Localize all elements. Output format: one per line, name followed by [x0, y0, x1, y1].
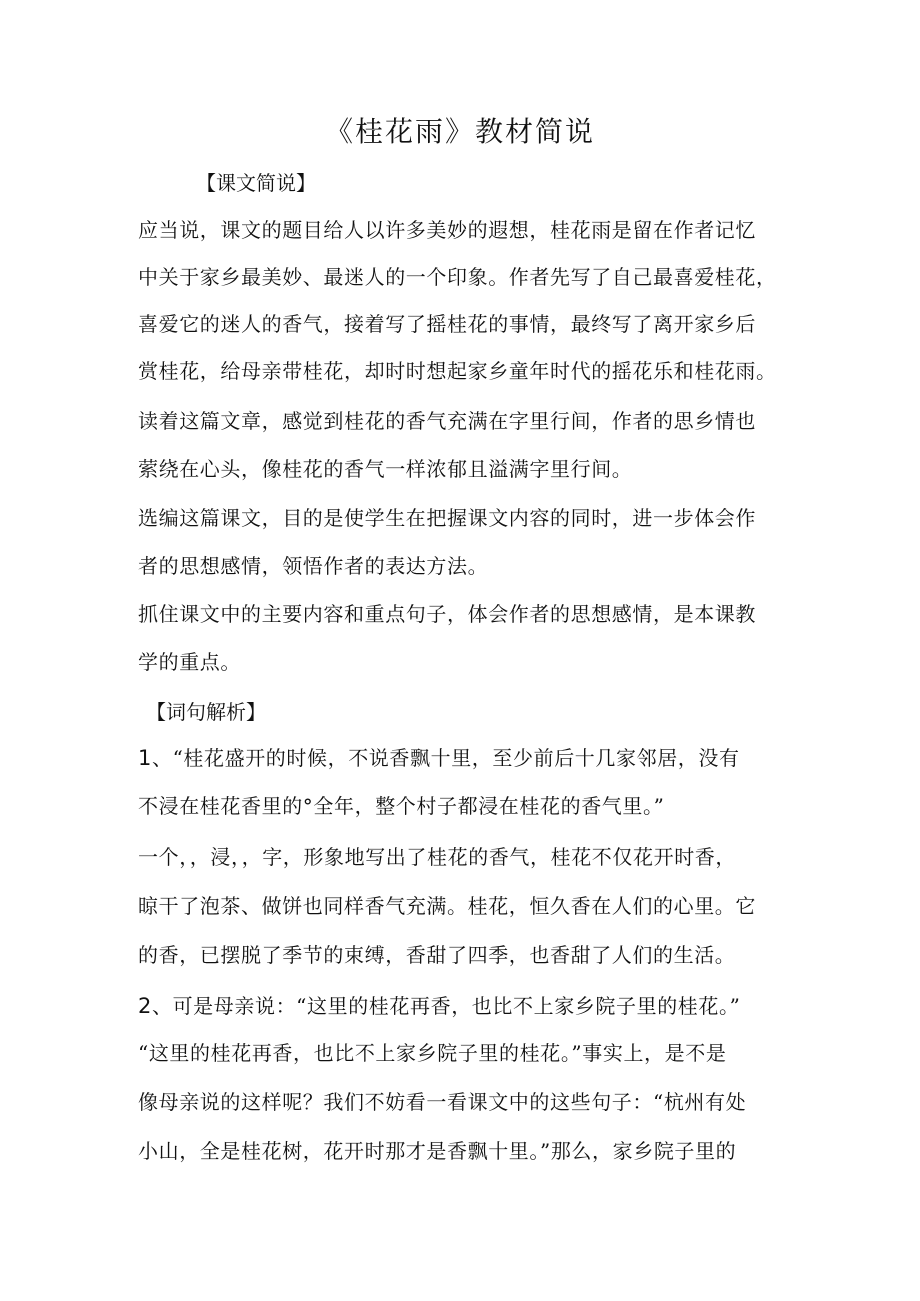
document-title: 《桂花雨》教材简说	[324, 115, 595, 148]
analysis-item-2-line: 像母亲说的这样呢？我们不妨看一看课文中的这些句子：“杭州有处	[138, 1090, 747, 1114]
summary-line: 选编这篇课文，目的是使学生在把握课文内容的同时，进一步体会作	[138, 506, 756, 530]
section-heading-word-analysis: 【词句解析】	[146, 700, 266, 724]
item-text: 、可是母亲说：“这里的桂花再香，也比不上家乡院子里的桂花。”	[151, 994, 741, 1018]
summary-line: 读着这篇文章，感觉到桂花的香气充满在字里行间，作者的思乡情也	[138, 409, 756, 433]
summary-line: 中关于家乡最美妙、最迷人的一个印象。作者先写了自己最喜爱桂花，	[138, 265, 777, 289]
analysis-item-2-line	[138, 991, 740, 1021]
analysis-item-1-line: 的香，已摆脱了季节的束缚，香甜了四季，也香甜了人们的生活。	[138, 943, 736, 967]
summary-line: 者的思想感情，领悟作者的表达方法。	[138, 554, 489, 578]
summary-line: 喜爱它的迷人的香气，接着写了摇桂花的事情，最终写了离开家乡后	[138, 312, 756, 336]
analysis-item-2-line: 小山，全是桂花树，花开时那才是香飘十里。”那么，家乡院子里的	[138, 1139, 737, 1163]
section-heading-text-summary: 【课文简说】	[196, 171, 316, 195]
item-number: 2	[138, 994, 152, 1018]
summary-line: 学的重点。	[138, 650, 241, 674]
summary-line: 抓住课文中的主要内容和重点句子，体会作者的思想感情，是本课教	[138, 602, 756, 626]
analysis-item-1-line: 一个，，浸，，字，形象地写出了桂花的香气，桂花不仅花开时香，	[138, 845, 736, 869]
summary-line: 萦绕在心头，像桂花的香气一样浓郁且溢满字里行间。	[138, 457, 633, 481]
summary-line: 应当说，课文的题目给人以许多美妙的遐想，桂花雨是留在作者记忆	[138, 218, 756, 242]
analysis-item-1-line: 晾干了泡茶、做饼也同样香气充满。桂花，恒久香在人们的心里。它	[138, 894, 756, 918]
item-text: 、“桂花盛开的时候，不说香飘十里，至少前后十几家邻居，没有	[151, 746, 740, 770]
analysis-item-1-line	[138, 743, 740, 773]
analysis-item-2-line: “这里的桂花再香，也比不上家乡院子里的桂花。”事实上，是不是	[138, 1041, 727, 1065]
summary-line: 赏桂花，给母亲带桂花，却时时想起家乡童年时代的摇花乐和桂花雨。	[138, 359, 777, 383]
analysis-item-1-line: 不浸在桂花香里的°全年，整个村子都浸在桂花的香气里。”	[138, 794, 665, 818]
item-number: 1	[138, 746, 152, 770]
